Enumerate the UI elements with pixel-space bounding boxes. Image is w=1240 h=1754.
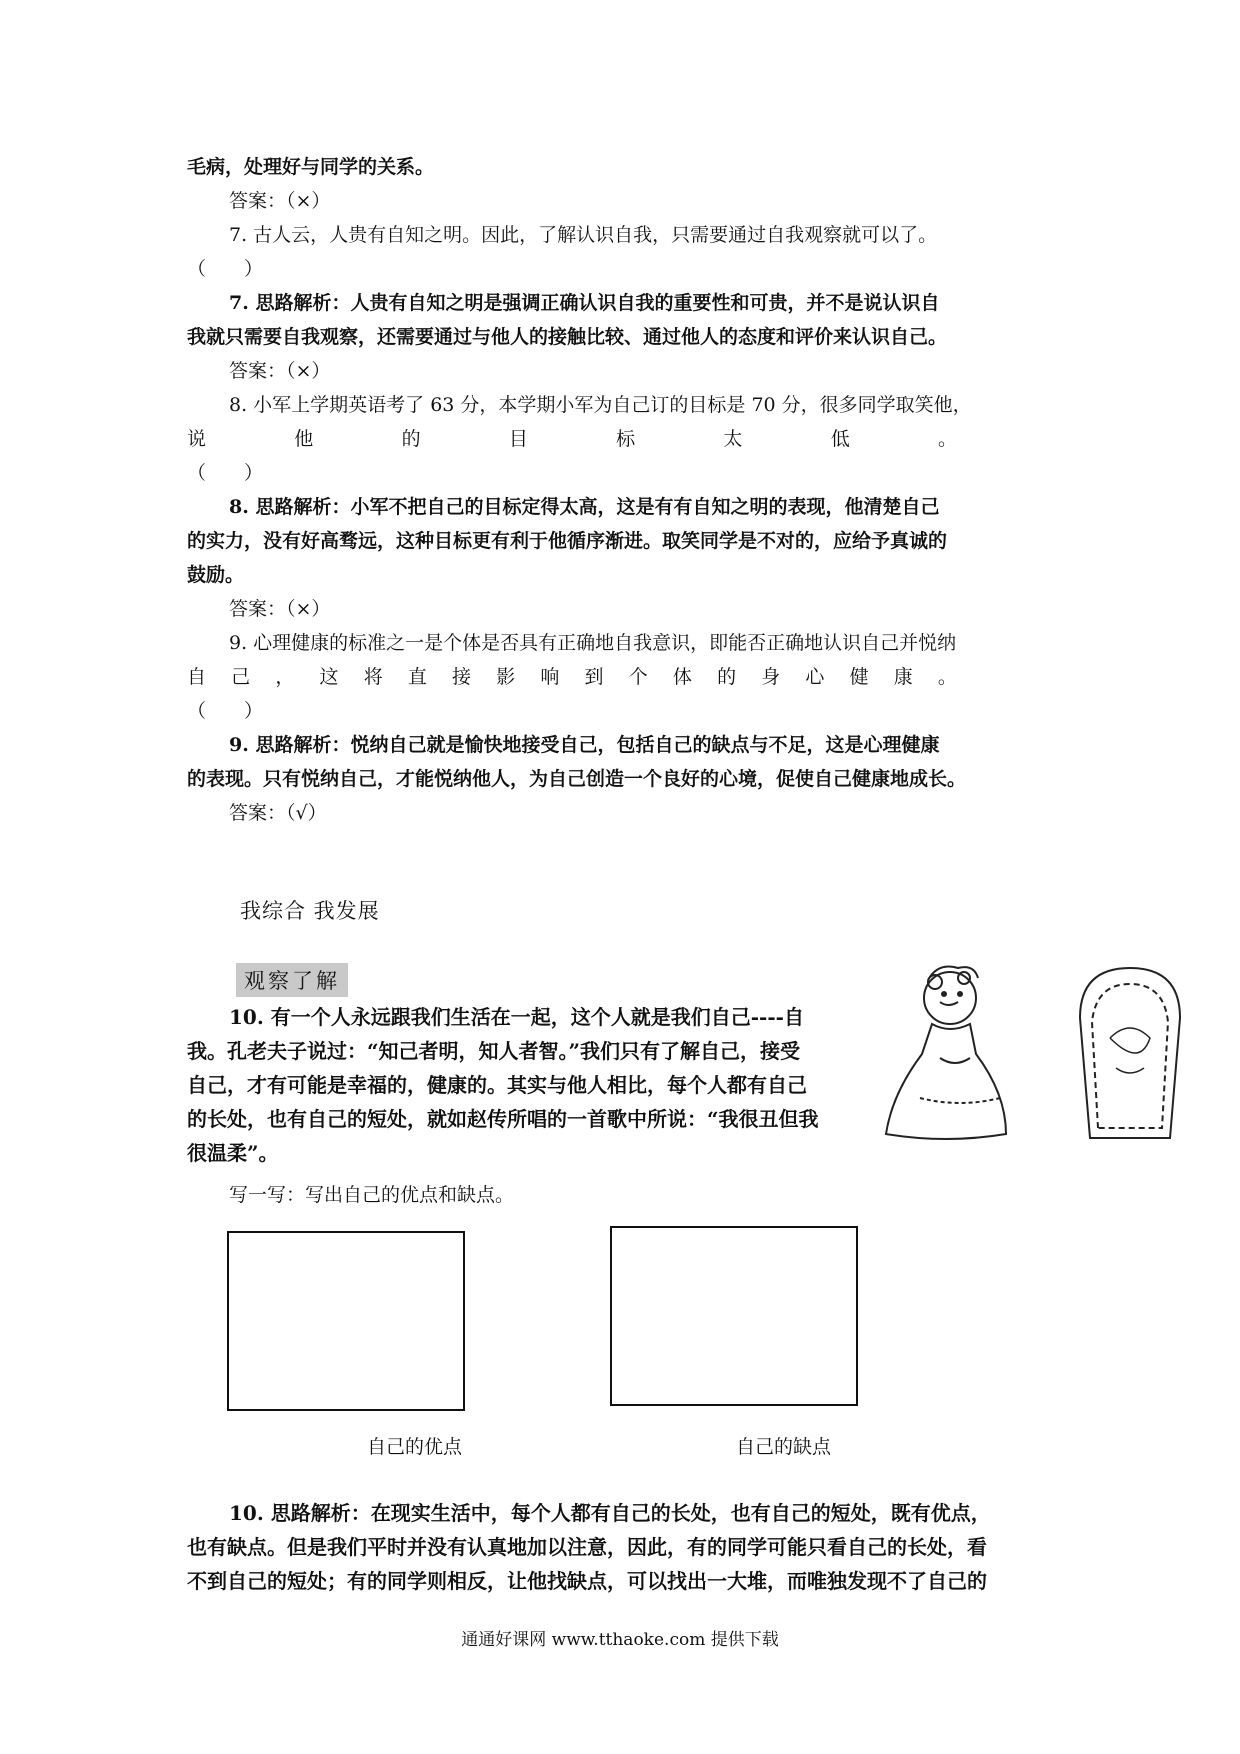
text-line: 答案：（√） (229, 802, 327, 824)
spread-char: 身 (761, 666, 781, 688)
text-line: （ ） (187, 462, 264, 484)
spread-char: 说 (187, 428, 207, 450)
spread-char: 他 (294, 428, 314, 450)
text-line: 9. 心理健康的标准之一是个体是否具有正确地自我意识，即能否正确地认识自己并悦纳 (229, 632, 957, 654)
spread-char: 自 (187, 666, 207, 688)
text-line: 的实力，没有好高骛远，这种目标更有利于他循序渐进。取笑同学是不对的，应给予真诚的 (187, 530, 948, 552)
spread-char: 。 (937, 666, 957, 688)
text-line: 8. 思路解析：小军不把自己的目标定得太高，这是有有自知之明的表现，他清楚自己 (229, 496, 940, 518)
question-9-spread-line (187, 660, 957, 694)
spread-char: 个 (628, 666, 648, 688)
girl-head (924, 972, 976, 1024)
q10-line: 的长处，也有自己的短处，就如赵传所唱的一首歌中所说：“我很丑但我 (187, 1107, 819, 1131)
answer-block-end (187, 694, 1067, 830)
spread-char: 响 (540, 666, 560, 688)
text-line: 答案：（×） (229, 360, 331, 382)
q10-line: 自己，才有可能是幸福的，健康的。其实与他人相比，每个人都有自己 (187, 1073, 807, 1097)
analysis-line: 10. 思路解析：在现实生活中，每个人都有自己的长处，也有自己的短处，既有优点， (229, 1501, 991, 1525)
section-title: 我综合 我发展 (240, 899, 380, 923)
answer-block-mid (187, 456, 1067, 660)
spread-char: 体 (672, 666, 692, 688)
spread-char: 的 (401, 428, 421, 450)
q10-line: 我。孔老夫子说过：“知己者明，知人者智。”我们只有了解自己，接受 (187, 1039, 801, 1063)
text-line: 我就只需要自我观察，还需要通过与他人的接触比较、通过他人的态度和评价来认识自己。 (187, 326, 948, 348)
text-line: 鼓励。 (187, 564, 245, 586)
write-prompt: 写一写：写出自己的优点和缺点。 (229, 1184, 515, 1206)
question-10-analysis (187, 1496, 1067, 1598)
spread-char: 目 (508, 428, 528, 450)
spread-char: 。 (937, 428, 957, 450)
text-line: 的表现。只有悦纳自己，才能悦纳他人，为自己创造一个良好的心境，促使自己健康地成长。 (187, 768, 967, 790)
text-line: 7. 思路解析：人贵有自知之明是强调正确认识自我的重要性和可贵，并不是说认识自 (229, 292, 940, 314)
analysis-line: 不到自己的短处；有的同学则相反，让他找缺点，可以找出一大堆，而唯独发现不了自己的 (187, 1569, 987, 1593)
question-8-spread-line (187, 422, 957, 456)
spread-char: 低 (830, 428, 850, 450)
spread-char: 影 (496, 666, 516, 688)
analysis-line: 也有缺点。但是我们平时并没有认真地加以注意，因此，有的同学可能只看自己的长处，看 (187, 1535, 987, 1559)
text-line: 毛病，处理好与同学的关系。 (187, 156, 435, 178)
spread-char: 心 (805, 666, 825, 688)
strengths-answer-box[interactable] (227, 1231, 465, 1411)
spread-char: 己 (231, 666, 251, 688)
text-line: 9. 思路解析：悦纳自己就是愉快地接受自己，包括自己的缺点与不足，这是心理健康 (229, 734, 940, 756)
spread-char: 标 (616, 428, 636, 450)
answer-block-top (187, 150, 1067, 422)
text-line: （ ） (187, 258, 264, 280)
text-line: 8. 小军上学期英语考了 63 分，本学期小军为自己订的目标是 70 分，很多同学取笑他， (229, 394, 972, 416)
spread-char: 的 (717, 666, 737, 688)
footer-credit: 通通好课网 www.tthaoke.com 提供下载 (461, 1630, 779, 1650)
spread-char: 健 (849, 666, 869, 688)
spread-char: 太 (723, 428, 743, 450)
text-line: 答案：（×） (229, 190, 331, 212)
spread-char: 接 (452, 666, 472, 688)
mirror-girl-illustration (880, 958, 1200, 1148)
weaknesses-label: 自己的缺点 (736, 1436, 832, 1458)
spread-char: 到 (584, 666, 604, 688)
q10-line: 很温柔”。 (187, 1141, 279, 1165)
spread-char: 这 (319, 666, 339, 688)
spread-char: 康 (893, 666, 913, 688)
question-10 (187, 1000, 867, 1170)
text-line: 7. 古人云，人贵有自知之明。因此，了解认识自我，只需要通过自我观察就可以了。 (229, 224, 938, 246)
text-line: 答案：（×） (229, 598, 331, 620)
weaknesses-answer-box[interactable] (610, 1226, 858, 1406)
text-line: （ ） (187, 700, 264, 722)
spread-char: 直 (407, 666, 427, 688)
spread-char: ， (275, 666, 295, 688)
mirror-frame (1080, 968, 1180, 1138)
q10-line: 10. 有一个人永远跟我们生活在一起，这个人就是我们自己----自 (229, 1005, 804, 1029)
observe-badge: 观察了解 (236, 963, 348, 997)
strengths-label: 自己的优点 (367, 1436, 463, 1458)
spread-char: 将 (363, 666, 383, 688)
document-body (187, 150, 1067, 830)
